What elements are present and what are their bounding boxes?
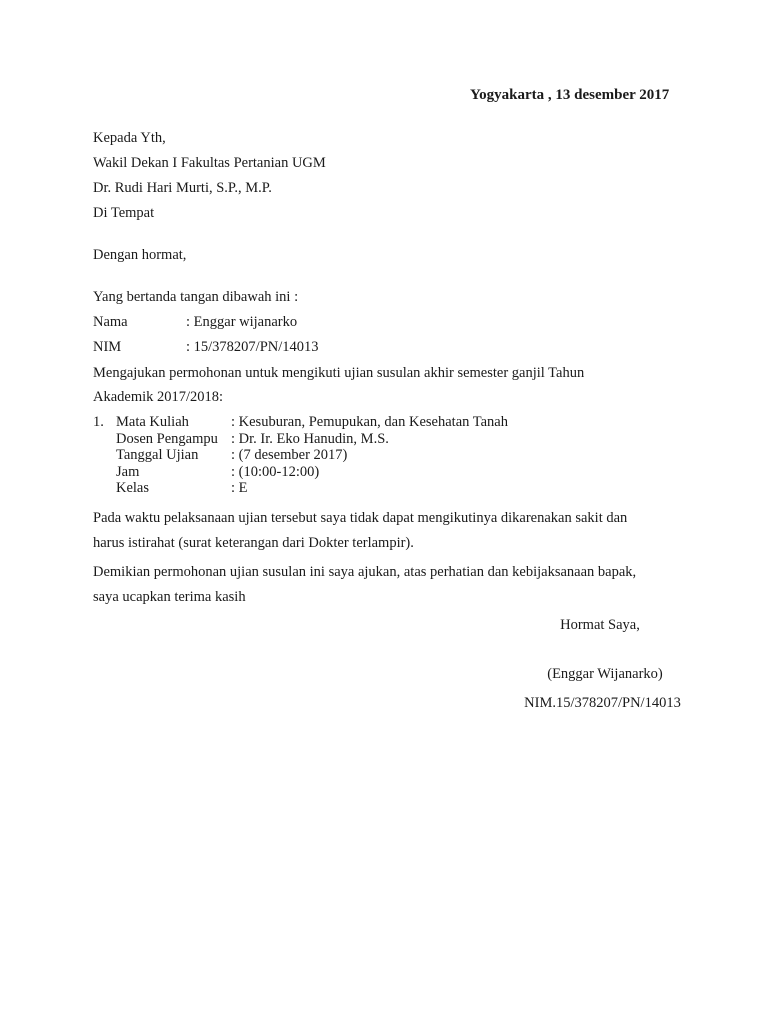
exam-details-list	[93, 414, 508, 497]
exam-detail-value: : Dr. Ir. Eko Hanudin, M.S.	[231, 430, 389, 447]
exam-detail-label: Jam	[116, 463, 140, 480]
exam-detail-label: Mata Kuliah	[116, 414, 189, 430]
identity-label: NIM	[93, 339, 122, 355]
closing-line-1: Demikian permohonan ujian susulan ini saya ajukan, atas perhatian dan kebijaksanaan bapak,	[93, 564, 637, 580]
exam-detail-label: Dosen Pengampu	[116, 430, 218, 447]
signature-name: (Enggar Wijanarko)	[547, 666, 663, 682]
exam-detail-value: : (7 desember 2017)	[231, 447, 348, 464]
identity-value: : 15/378207/PN/14013	[186, 339, 319, 355]
closing-line-2: saya ucapkan terima kasih	[93, 589, 246, 605]
exam-detail-label: Tanggal Ujian	[116, 447, 199, 464]
exam-detail-value: : E	[231, 480, 248, 497]
request-line-1: Mengajukan permohonan untuk mengikuti ujian susulan akhir semester ganjil Tahun	[93, 365, 585, 381]
identity-value: : Enggar wijanarko	[186, 314, 298, 330]
exam-detail-value: : Kesuburan, Pemupukan, dan Kesehatan Tanah	[231, 414, 508, 430]
reason-line-2: harus istirahat (surat keterangan dari Dokter terlampir).	[93, 535, 414, 551]
signature-nim: NIM.15/378207/PN/14013	[524, 695, 681, 711]
greeting: Dengan hormat,	[93, 247, 187, 263]
date-line: Yogyakarta , 13 desember 2017	[470, 87, 670, 103]
exam-detail-row	[93, 431, 508, 448]
exam-detail-row	[93, 480, 508, 497]
signature-closing: Hormat Saya,	[560, 617, 640, 633]
identity-row-name	[93, 314, 297, 331]
list-number: 1.	[93, 414, 104, 430]
identity-label: Nama	[93, 314, 128, 330]
exam-detail-row	[93, 447, 508, 464]
recipient-name: Dr. Rudi Hari Murti, S.P., M.P.	[93, 180, 272, 196]
identity-row-nim	[93, 339, 319, 356]
recipient-position: Wakil Dekan I Fakultas Pertanian UGM	[93, 155, 326, 171]
exam-detail-label: Kelas	[116, 480, 150, 497]
intro-text: Yang bertanda tangan dibawah ini :	[93, 289, 299, 305]
recipient-salutation: Kepada Yth,	[93, 130, 166, 146]
exam-detail-row	[93, 414, 508, 431]
exam-detail-row	[93, 464, 508, 481]
reason-line-1: Pada waktu pelaksanaan ujian tersebut saya tidak dapat mengikutinya dikarenakan sakit dan	[93, 510, 628, 526]
exam-detail-value: : (10:00-12:00)	[231, 463, 320, 480]
recipient-place: Di Tempat	[93, 205, 155, 221]
request-line-2: Akademik 2017/2018:	[93, 389, 224, 405]
